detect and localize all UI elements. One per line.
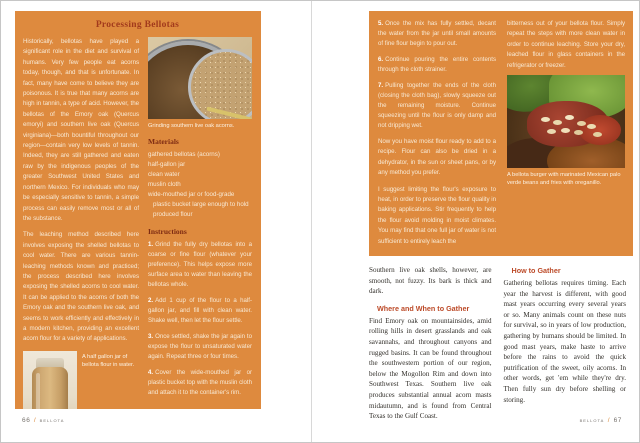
jar-photo-image <box>23 351 77 409</box>
folio-right <box>580 417 622 424</box>
step-item <box>378 19 496 49</box>
step-number: 1. <box>148 241 154 248</box>
heat-paragraph: I suggest limiting the flour's exposure to heat, in order to preserve the flour quality in baking applications. Stir frequently to help the flour avoid molding in moist climates. You may find that one full jar of water is not sufficient to entirely leach the <box>378 185 496 245</box>
left-steps-column <box>148 37 252 401</box>
material-item: gathered bellotas (acorns) <box>148 151 220 158</box>
material-item: half-gallon jar <box>148 161 186 168</box>
book-title: bellota <box>39 417 65 424</box>
burger-photo-image <box>507 75 625 168</box>
instructions-heading: Instructions <box>148 227 187 236</box>
step-item <box>148 368 252 398</box>
pot-caption: Grinding southern live oak acorns. <box>148 123 235 129</box>
folio-left <box>22 417 64 424</box>
where-paragraph: Find Emory oak on mountainsides, amid rolling hills in desert grasslands and oak savannahs, and throughout canyons and rugged basins. It can be found throughout the southwestern portion of our region, below the Mogollon Rim and down into Southwest Texas. Southern live oak produces substantial annual acorn masts midautumn, and is found from Central Texas to the Gulf Coast. <box>369 316 492 421</box>
step-item <box>378 55 496 75</box>
step-item <box>378 81 496 131</box>
tomato-shape <box>579 115 621 145</box>
page-number: 67 <box>613 417 622 424</box>
folio-divider: / <box>33 417 37 424</box>
body-text-area <box>369 265 626 422</box>
step-item <box>148 240 252 290</box>
step-text: Add 1 cup of the flour to a half-gallon jar, and fill with clean water. Shake well, then let the flour settle. <box>148 297 252 324</box>
step-number: 7. <box>378 82 384 89</box>
intro-paragraph: Historically, bellotas have played a significant role in the diet and survival of humans. Very few people eat acorns today, though, and that is unfortunate. In fact, many have come to believe they are poisonous. It is true that many acorns are high in tannin, a type of acid. However, the bellotas of the Emory oak (Quercus emoryi) and southern live oak (Quercus virginiana)—both bountiful throughout our region—contain very low levels of tannin. Indeed, they are still gathered and eaten raw by the indigenous peoples of the greater Southwest United States and northern Mexico. For individuals who may be especially sensitive to tannin, a simple process can easily remove most or all of the substance. <box>23 38 139 222</box>
materials-heading: Materials <box>148 137 179 146</box>
book-title: bellota <box>579 417 605 424</box>
continuation-box <box>369 11 633 256</box>
step-text: Continue pouring the entire contents through the cloth strainer. <box>378 56 496 73</box>
step-item <box>148 296 252 326</box>
step-item <box>148 332 252 362</box>
burger-caption: A bellota burger with marinated Mexican palo verde beans and fries with oreganillo. <box>507 172 621 187</box>
step-number: 6. <box>378 56 384 63</box>
step-text: Cover the wide-mouthed jar or plastic bucket top with the muslin cloth and attach it to the container's rim. <box>148 369 252 396</box>
step-text: Pulling together the ends of the cloth (closing the cloth bag), slowly squeeze out the remaining moisture. Continue squeezing until the flour is only damp and not dripping wet. <box>378 82 496 129</box>
body-left-column <box>369 265 492 422</box>
leaching-paragraph: The leaching method described here involves exposing the shelled bellotas to cool water. There are various tannin-leaching methods known and practiced; the process described here involves exposing the shelled acorns to cool water. It can be applied to the acorns of both the Emory oak and the southern live oak, and seems to work efficiently and effectively in a modern kitchen, providing an excellent acorn flour for a variety of applications. <box>23 231 139 343</box>
how-paragraph: Gathering bellotas requires timing. Each year the harvest is different, with good mast years occurring every several years or so. Many animals count on these nuts for survival, so in years of low production, gathering by humans should be limited. In good mast years, make haste to arrive before the rains to avoid the quick putrification of the sweet, oily acorns. In other words, get 'em while they're dry. Then fully sun dry before shelling or storing. <box>503 279 626 404</box>
step-number: 3. <box>148 333 154 340</box>
body-right-column <box>504 265 627 422</box>
how-heading: How to Gather <box>511 266 561 275</box>
material-item: wide-mouthed jar or food-grade plastic bucket large enough to hold produced flour <box>148 191 249 218</box>
pot-photo-image <box>148 37 252 119</box>
jar-highlight-shape <box>36 373 40 409</box>
material-item: clean water <box>148 171 180 178</box>
folio-divider: / <box>607 417 611 424</box>
processing-box <box>15 11 261 409</box>
pine-nuts-shape <box>541 117 550 122</box>
step-number: 4. <box>148 369 154 376</box>
where-heading: Where and When to Gather <box>377 303 470 313</box>
right-photo-column <box>507 19 625 250</box>
material-item: muslin cloth <box>148 181 181 188</box>
body-intro-paragraph: Southern live oak shells, however, are smooth, not fuzzy. Its bark is thick and dark. <box>369 266 492 296</box>
page-gutter-line <box>311 1 312 443</box>
right-steps-column <box>378 19 496 250</box>
page-title: Processing Bellotas <box>95 20 180 30</box>
jar-caption: A half gallon jar of bellota flour in water. <box>82 353 135 368</box>
step-text: Once the mix has fully settled, decant the water from the jar until small amounts of fine flour begin to pour out. <box>378 20 496 47</box>
step-number: 2. <box>148 297 154 304</box>
page-number: 66 <box>22 417 31 424</box>
left-text-column <box>23 37 139 401</box>
step-number: 5. <box>378 20 384 27</box>
step-text: Grind the fully dry bellotas into a coarse or fine flour (whatever your preference). This helps expose more surface area to water than leaving the bellotas whole. <box>148 241 252 288</box>
moist-flour-paragraph: Now you have moist flour ready to add to a recipe. Flour can also be dried in a dehydrator, in the sun or sheet pans, or by any method you prefer. <box>378 138 496 177</box>
step-text: Once settled, shake the jar again to expose the flour to unsaturated water again. Repeat three or four times. <box>148 333 252 360</box>
jar-figure <box>23 351 139 409</box>
bitterness-paragraph: bitterness out of your bellota flour. Simply repeat the steps with more clean water in order to continue leaching. Store your dry, leached flour in glass containers in the refrigerator or freezer. <box>507 20 625 69</box>
